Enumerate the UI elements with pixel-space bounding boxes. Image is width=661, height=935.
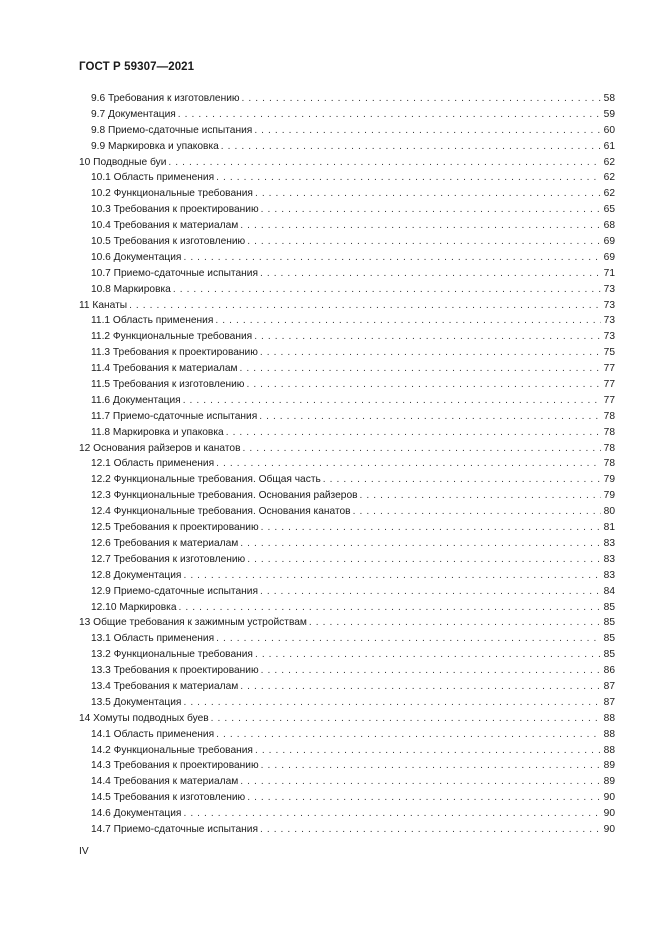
toc-entry-title: 13.3 Требования к проектированию: [91, 665, 259, 677]
toc-entry-title: 11.5 Требования к изготовлению: [91, 379, 245, 391]
toc-entry-page: 78: [603, 426, 615, 438]
toc-leader-dots: [260, 584, 601, 600]
toc-subsection-entry[interactable]: [79, 456, 615, 472]
toc-entry-title: 11.2 Функциональные требования: [91, 331, 253, 343]
toc-entry-title: 10.6 Документация: [91, 251, 182, 263]
toc-leader-dots: [183, 806, 601, 822]
toc-subsection-entry[interactable]: [79, 123, 615, 139]
toc-leader-dots: [260, 822, 601, 838]
toc-entry-title: 12 Основания райзеров и канатов: [79, 442, 241, 454]
toc-entry-page: 80: [603, 506, 615, 518]
toc-entry-page: 78: [603, 458, 615, 470]
toc-entry-title: 11.7 Приемо-сдаточные испытания: [91, 410, 258, 422]
toc-leader-dots: [179, 600, 602, 616]
toc-entry-title: 12.1 Область применения: [91, 458, 215, 470]
toc-entry-page: 78: [603, 442, 615, 454]
toc-subsection-entry[interactable]: [79, 758, 615, 774]
toc-leader-dots: [246, 377, 601, 393]
toc-leader-dots: [239, 361, 601, 377]
toc-entry-title: 13.5 Документация: [91, 696, 182, 708]
toc-entry-title: 11.1 Область применения: [91, 315, 214, 327]
toc-leader-dots: [211, 711, 601, 727]
toc-entry-page: 85: [603, 649, 615, 661]
toc-leader-dots: [261, 520, 601, 536]
toc-subsection-entry[interactable]: [79, 679, 615, 695]
toc-entry-page: 90: [603, 808, 615, 820]
toc-subsection-entry[interactable]: [79, 234, 615, 250]
toc-entry-page: 62: [603, 188, 615, 200]
toc-leader-dots: [183, 393, 601, 409]
toc-entry-title: 11 Канаты: [79, 299, 128, 311]
toc-leader-dots: [183, 695, 601, 711]
toc-leader-dots: [261, 663, 601, 679]
toc-subsection-entry[interactable]: [79, 139, 615, 155]
toc-subsection-entry[interactable]: [79, 727, 615, 743]
toc-entry-page: 71: [603, 267, 615, 279]
toc-entry-title: 12.3 Функциональные требования. Основания райзеров: [91, 490, 358, 502]
toc-entry-title: 11.6 Документация: [91, 394, 181, 406]
toc-leader-dots: [226, 425, 601, 441]
toc-entry-title: 10 Подводные буи: [79, 156, 167, 168]
toc-subsection-entry[interactable]: [79, 584, 615, 600]
toc-entry-title: 14.5 Требования к изготовлению: [91, 792, 246, 804]
toc-leader-dots: [242, 441, 601, 457]
toc-subsection-entry[interactable]: [79, 790, 615, 806]
toc-subsection-entry[interactable]: [79, 393, 615, 409]
toc-entry-page: 84: [603, 585, 615, 597]
toc-entry-page: 81: [603, 522, 615, 534]
toc-subsection-entry[interactable]: [79, 425, 615, 441]
toc-entry-page: 69: [603, 251, 615, 263]
toc-entry-page: 83: [603, 553, 615, 565]
toc-entry-title: 10.7 Приемо-сдаточные испытания: [91, 267, 258, 279]
toc-entry-title: 13.4 Требования к материалам: [91, 680, 239, 692]
toc-subsection-entry[interactable]: [79, 266, 615, 282]
toc-subsection-entry[interactable]: [79, 91, 615, 107]
toc-leader-dots: [221, 139, 601, 155]
toc-entry-title: 12.5 Требования к проектированию: [91, 522, 259, 534]
toc-leader-dots: [216, 631, 601, 647]
toc-entry-page: 77: [603, 363, 615, 375]
toc-entry-title: 9.7 Документация: [91, 108, 176, 120]
toc-entry-page: 85: [603, 601, 615, 613]
toc-subsection-entry[interactable]: [79, 647, 615, 663]
table-of-contents: [79, 91, 615, 838]
toc-leader-dots: [242, 91, 601, 107]
toc-entry-page: 89: [603, 760, 615, 772]
toc-entry-title: 14 Хомуты подводных буев: [79, 712, 209, 724]
toc-entry-page: 83: [603, 537, 615, 549]
toc-leader-dots: [255, 647, 601, 663]
toc-entry-page: 61: [603, 140, 615, 152]
toc-subsection-entry[interactable]: [79, 329, 615, 345]
toc-subsection-entry[interactable]: [79, 520, 615, 536]
toc-subsection-entry[interactable]: [79, 409, 615, 425]
toc-leader-dots: [260, 345, 601, 361]
toc-entry-page: 73: [603, 299, 615, 311]
toc-subsection-entry[interactable]: [79, 472, 615, 488]
toc-leader-dots: [240, 679, 601, 695]
toc-entry-title: 10.5 Требования к изготовлению: [91, 236, 246, 248]
toc-subsection-entry[interactable]: [79, 774, 615, 790]
toc-entry-page: 62: [603, 156, 615, 168]
toc-entry-page: 85: [603, 617, 615, 629]
toc-entry-page: 79: [603, 474, 615, 486]
toc-subsection-entry[interactable]: [79, 504, 615, 520]
toc-leader-dots: [309, 615, 601, 631]
toc-entry-page: 88: [603, 744, 615, 756]
toc-leader-dots: [255, 186, 601, 202]
toc-subsection-entry[interactable]: [79, 361, 615, 377]
toc-entry-page: 73: [603, 331, 615, 343]
toc-entry-title: 10.1 Область применения: [91, 172, 215, 184]
toc-leader-dots: [353, 504, 601, 520]
toc-entry-title: 14.3 Требования к проектированию: [91, 760, 259, 772]
toc-entry-title: 12.7 Требования к изготовлению: [91, 553, 246, 565]
toc-leader-dots: [240, 218, 601, 234]
toc-leader-dots: [247, 234, 601, 250]
toc-entry-page: 79: [603, 490, 615, 502]
toc-subsection-entry[interactable]: [79, 568, 615, 584]
toc-entry-page: 88: [603, 728, 615, 740]
toc-entry-page: 78: [603, 410, 615, 422]
toc-entry-title: 9.8 Приемо-сдаточные испытания: [91, 124, 253, 136]
toc-entry-title: 9.9 Маркировка и упаковка: [91, 140, 219, 152]
toc-entry-page: 86: [603, 665, 615, 677]
toc-leader-dots: [215, 313, 601, 329]
toc-leader-dots: [240, 536, 601, 552]
toc-entry-page: 87: [603, 696, 615, 708]
page-number: IV: [79, 846, 89, 857]
toc-leader-dots: [260, 266, 601, 282]
toc-entry-title: 12.10 Маркировка: [91, 601, 177, 613]
toc-subsection-entry[interactable]: [79, 250, 615, 266]
toc-entry-title: 13.1 Область применения: [91, 633, 215, 645]
toc-entry-page: 85: [603, 633, 615, 645]
toc-entry-page: 65: [603, 204, 615, 216]
toc-entry-title: 12.2 Функциональные требования. Общая часть: [91, 474, 321, 486]
toc-entry-page: 87: [603, 680, 615, 692]
toc-entry-page: 75: [603, 347, 615, 359]
toc-subsection-entry[interactable]: [79, 186, 615, 202]
toc-entry-title: 12.4 Функциональные требования. Основания канатов: [91, 506, 351, 518]
toc-leader-dots: [247, 790, 601, 806]
toc-entry-title: 12.8 Документация: [91, 569, 182, 581]
toc-entry-page: 73: [603, 283, 615, 295]
toc-subsection-entry[interactable]: [79, 377, 615, 393]
toc-subsection-entry[interactable]: [79, 552, 615, 568]
toc-entry-page: 88: [603, 712, 615, 724]
toc-entry-page: 77: [603, 379, 615, 391]
toc-entry-page: 68: [603, 220, 615, 232]
toc-entry-title: 9.6 Требования к изготовлению: [91, 93, 240, 104]
toc-entry-title: 14.2 Функциональные требования: [91, 744, 253, 756]
toc-entry-title: 14.7 Приемо-сдаточные испытания: [91, 823, 258, 835]
toc-leader-dots: [261, 758, 601, 774]
toc-entry-page: 77: [603, 394, 615, 406]
toc-subsection-entry[interactable]: [79, 202, 615, 218]
toc-subsection-entry[interactable]: [79, 218, 615, 234]
toc-section-entry[interactable]: [79, 298, 615, 314]
document-header: ГОСТ Р 59307—2021: [79, 61, 195, 73]
toc-subsection-entry[interactable]: [79, 663, 615, 679]
toc-leader-dots: [129, 298, 601, 314]
toc-subsection-entry[interactable]: [79, 631, 615, 647]
toc-entry-title: 14.6 Документация: [91, 808, 182, 820]
toc-leader-dots: [178, 107, 601, 123]
toc-leader-dots: [247, 552, 601, 568]
toc-leader-dots: [254, 329, 601, 345]
toc-entry-title: 11.3 Требования к проектированию: [91, 347, 258, 359]
toc-subsection-entry[interactable]: [79, 345, 615, 361]
toc-entry-page: 73: [603, 315, 615, 327]
toc-subsection-entry[interactable]: [79, 822, 615, 838]
toc-subsection-entry[interactable]: [79, 488, 615, 504]
toc-leader-dots: [255, 743, 601, 759]
toc-entry-page: 58: [603, 93, 615, 104]
toc-entry-page: 59: [603, 108, 615, 120]
toc-leader-dots: [261, 202, 601, 218]
toc-leader-dots: [360, 488, 601, 504]
toc-leader-dots: [259, 409, 601, 425]
toc-leader-dots: [216, 456, 601, 472]
toc-section-entry[interactable]: [79, 441, 615, 457]
toc-subsection-entry[interactable]: [79, 600, 615, 616]
toc-leader-dots: [173, 282, 601, 298]
toc-leader-dots: [183, 250, 601, 266]
toc-entry-title: 10.4 Требования к материалам: [91, 220, 239, 232]
toc-subsection-entry[interactable]: [79, 170, 615, 186]
toc-entry-title: 10.2 Функциональные требования: [91, 188, 253, 200]
toc-entry-title: 10.3 Требования к проектированию: [91, 204, 259, 216]
toc-entry-title: 14.4 Требования к материалам: [91, 776, 239, 788]
toc-section-entry[interactable]: [79, 615, 615, 631]
toc-section-entry[interactable]: [79, 711, 615, 727]
toc-subsection-entry[interactable]: [79, 695, 615, 711]
toc-entry-title: 11.8 Маркировка и упаковка: [91, 426, 224, 438]
toc-leader-dots: [168, 155, 601, 171]
toc-entry-title: 12.6 Требования к материалам: [91, 537, 239, 549]
toc-entry-page: 69: [603, 236, 615, 248]
toc-subsection-entry[interactable]: [79, 536, 615, 552]
toc-entry-page: 62: [603, 172, 615, 184]
toc-leader-dots: [323, 472, 601, 488]
toc-section-entry[interactable]: [79, 155, 615, 171]
toc-subsection-entry[interactable]: [79, 282, 615, 298]
toc-entry-title: 13.2 Функциональные требования: [91, 649, 253, 661]
toc-entry-title: 14.1 Область применения: [91, 728, 215, 740]
toc-subsection-entry[interactable]: [79, 313, 615, 329]
toc-entry-title: 12.9 Приемо-сдаточные испытания: [91, 585, 258, 597]
toc-entry-page: 60: [603, 124, 615, 136]
toc-entry-title: 10.8 Маркировка: [91, 283, 171, 295]
toc-subsection-entry[interactable]: [79, 806, 615, 822]
toc-leader-dots: [254, 123, 601, 139]
toc-leader-dots: [216, 727, 601, 743]
toc-subsection-entry[interactable]: [79, 743, 615, 759]
toc-entry-page: 89: [603, 776, 615, 788]
toc-entry-page: 90: [603, 792, 615, 804]
toc-entry-title: 11.4 Требования к материалам: [91, 363, 238, 375]
toc-subsection-entry[interactable]: [79, 107, 615, 123]
toc-entry-page: 90: [603, 823, 615, 835]
toc-entry-title: 13 Общие требования к зажимным устройствам: [79, 617, 307, 629]
toc-leader-dots: [183, 568, 601, 584]
toc-entry-page: 83: [603, 569, 615, 581]
toc-leader-dots: [216, 170, 601, 186]
toc-leader-dots: [240, 774, 601, 790]
